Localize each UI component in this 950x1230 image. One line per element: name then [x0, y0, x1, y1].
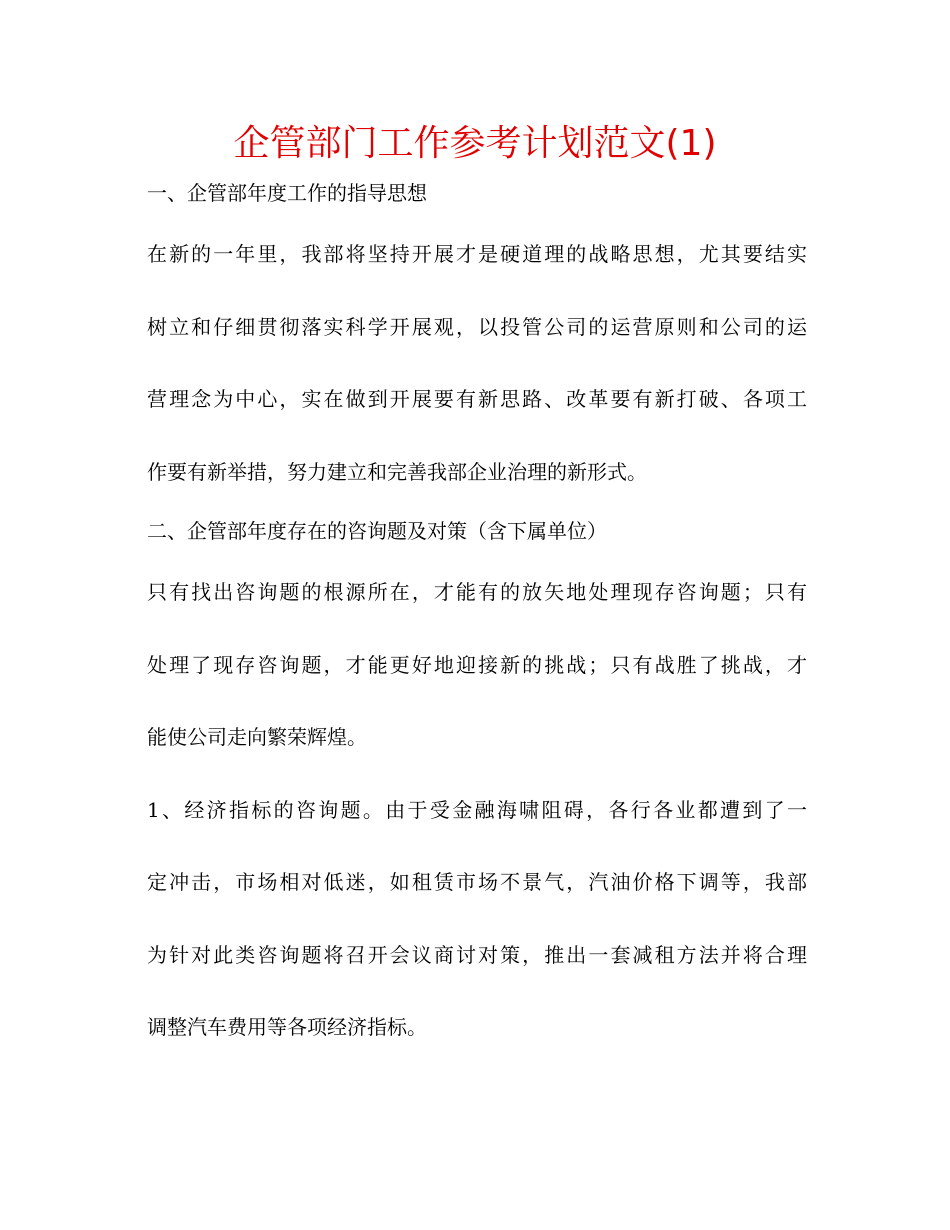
section-paragraph-1: [147, 218, 807, 508]
paragraph-line: 1、经济指标的咨询题。由于受金融海啸阻碍，各行各业都遭到了一: [147, 797, 807, 822]
paragraph-line: 树立和仔细贯彻落实科学开展观，以投管公司的运营原则和公司的运: [147, 314, 807, 339]
section-heading-2: 二、企管部年度存在的咨询题及对策（含下属单位）: [147, 519, 607, 543]
paragraph-line: 营理念为中心，实在做到开展要有新思路、改革要有新打破、各项工: [147, 387, 807, 411]
document-title: 企管部门工作参考计划范文(1): [233, 123, 717, 164]
item-paragraph-1: [147, 774, 807, 1064]
paragraph-line: 为针对此类咨询题将召开会议商讨对策，推出一套减租方法并将合理: [147, 942, 807, 967]
paragraph-line: 作要有新举措，努力建立和完善我部企业治理的新形式。: [147, 459, 647, 484]
section-paragraph-2: [147, 556, 807, 774]
section-heading-1: 一、企管部年度工作的指导思想: [147, 181, 427, 205]
paragraph-line: 调整汽车费用等各项经济指标。: [147, 1015, 427, 1039]
paragraph-line: 能使公司走向繁荣辉煌。: [147, 725, 367, 749]
paragraph-line: 处理了现存咨询题，才能更好地迎接新的挑战；只有战胜了挑战，才: [147, 652, 807, 677]
paragraph-line: 只有找出咨询题的根源所在，才能有的放矢地处理现存咨询题；只有: [147, 580, 807, 604]
paragraph-line: 在新的一年里，我部将坚持开展才是硬道理的战略思想，尤其要结实: [147, 242, 807, 266]
document-body: [147, 170, 807, 1064]
paragraph-line: 定冲击，市场相对低迷，如租赁市场不景气，汽油价格下调等，我部: [147, 870, 807, 894]
